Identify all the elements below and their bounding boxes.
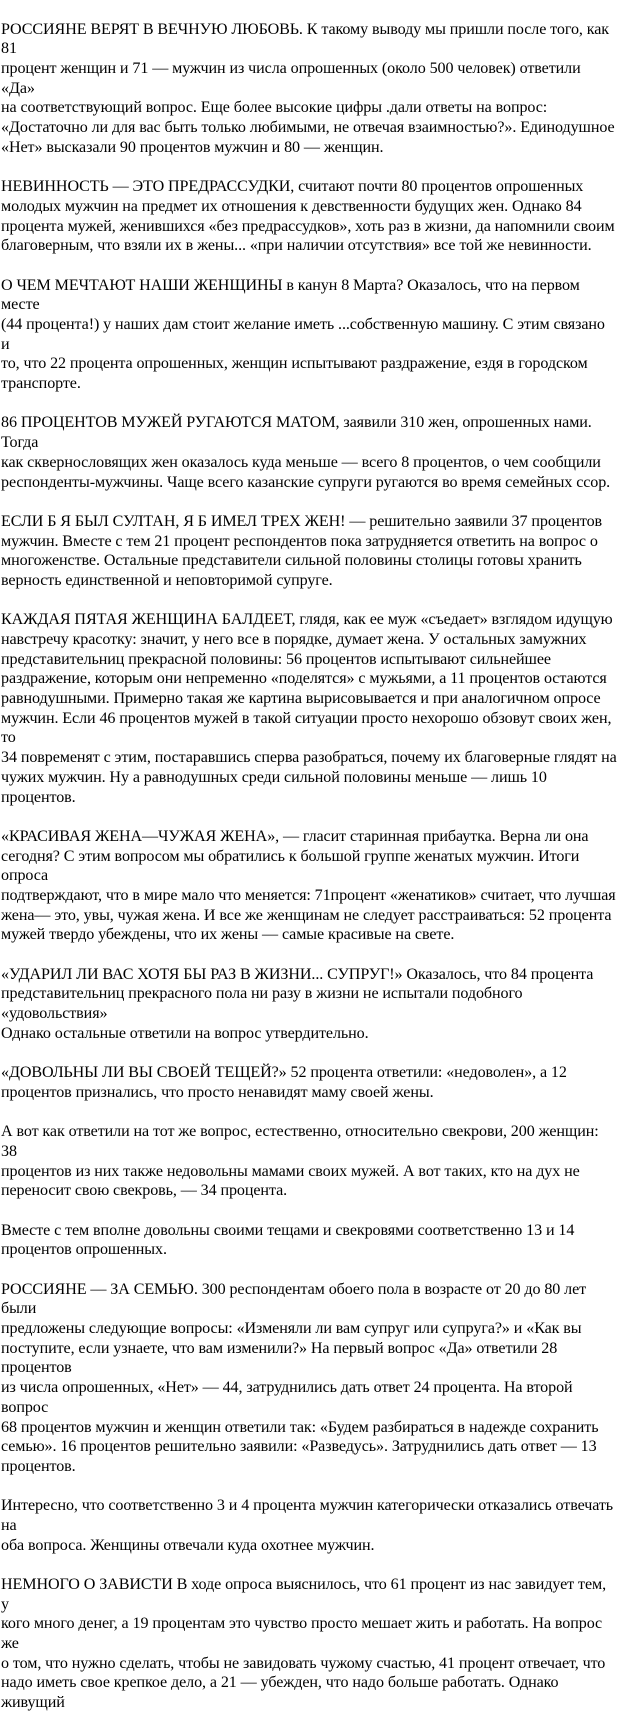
paragraph-svekrov: А вот как ответили на тот же вопрос, естественно, относительно свекрови, 200 женщин: 38 процентов из них также недовольны мамами своих мужей. А вот таких, кто на дух не переносит свою свекровь, — 34 процента.: [1, 1123, 599, 1200]
paragraph-envy: НЕМНОГО О ЗАВИСТИ В ходе опроса выяснилось, что 61 процент из нас завидует тем, у кого много денег, а 19 процентам это чувство просто мешает жить и работать. На вопрос же о том, что нужно сделать, чтобы не завидовать чужому счастью, 41 процент отвечает, что надо иметь свое крепкое дело, а 21 — убежден, что надо больше работать. Однако живущий: [1, 1576, 607, 1712]
paragraph-beautiful-wife: «КРАСИВАЯ ЖЕНА—ЧУЖАЯ ЖЕНА», — гласит старинная прибаутка. Верна ли она сегодня? С этим вопросом мы обратились к большой группе женатых мужчин. Итоги опроса подтверждают, что в мире мало что меняется: 71процент «женатиков» считает, что лучшая жена— это, увы, чужая жена. И все же женщинам не следует расстраиваться: 52 процента мужей твердо убеждены, что их жены — самые красивые на свете.: [1, 827, 616, 944]
paragraph-mother-in-law: «ДОВОЛЬНЫ ЛИ ВЫ СВОЕЙ ТЕЩЕЙ?» 52 процента ответили: «недоволен», а 12 процентов признались, что просто ненавидят маму своей жены.: [1, 1064, 567, 1101]
paragraph-every-fifth-woman: КАЖДАЯ ПЯТАЯ ЖЕНЩИНА БАЛДЕЕТ, глядя, как ее муж «съедает» взглядом идущую навстречу красотку: значит, у него все в порядке, думает жена. У остальных замужних представительниц прекрасной половины: 56 процентов испытывают сильнейшее раздражение, которым они непременно «поделятся» с мужьями, а 11 процентов остаются равнодушными. Примерно такая же картина вырисовывается и при аналогичном опросе мужчин. Если 46 процентов мужей в такой ситуации просто нехорошо обзовут своих жен, то 34 повременят с этим, постаравшись сперва разобраться, почему их благоверные глядят на чужих мужчин. Ну а равнодушных среди сильной половины меньше — лишь 10 процентов.: [1, 611, 617, 806]
paragraph-satisfied-in-laws: Вместе с тем вполне довольны своими тещами и свекровями соответственно 13 и 14 процентов опрошенных.: [1, 1221, 575, 1259]
paragraph-eternal-love: РОССИЯНЕ ВЕРЯТ В ВЕЧНУЮ ЛЮБОВЬ. К такому выводу мы пришли после того, как 81 процент женщин и 71 — мужчин из числа опрошенных (около 500 человек) ответили «Да» на соответствующий вопрос. Еще более высокие цифры .дали ответы на вопрос: «Достаточно ли для вас быть только любимыми, не отвечая взаимностью?». Единодушное «Нет» высказали 90 процентов мужчин и 80 — женщин.: [1, 20, 615, 156]
paragraph-refused-to-answer: Интересно, что соответственно 3 и 4 процента мужчин категорически отказались отвечать на оба вопроса. Женщины отвечали куда охотнее мужчин.: [1, 1497, 614, 1554]
paragraph-womens-dreams: О ЧЕМ МЕЧТАЮТ НАШИ ЖЕНЩИНЫ в канун 8 Марта? Оказалось, что на первом месте (44 процента!) у наших дам стоит желание иметь ...собственную машину. С этим связано и то, что 22 процента опрошенных, женщин испытывают раздражение, ездя в городском транспорте.: [1, 276, 605, 393]
paragraph-for-family: РОССИЯНЕ — ЗА СЕМЬЮ. 300 респондентам обоего пола в возрасте от 20 до 80 лет были предложены следующие вопросы: «Изменяли ли вам супруг или супруга?» и «Как вы поступите, если узнаете, что вам изменили?» На первый вопрос «Да» ответили 28 процентов из числа опрошенных, «Нет» — 44, затруднились дать ответ 24 процента. На второй вопрос 68 процентов мужчин и женщин ответили так: «Будем разбираться в надежде сохранить семью». 16 процентов решительно заявили: «Разведусь». Затруднились дать ответ — 13 процентов.: [1, 1280, 599, 1475]
paragraph-sultan: ЕСЛИ Б Я БЫЛ СУЛТАН, Я Б ИМЕЛ ТРЕХ ЖЕН! — решительно заявили 37 процентов мужчин. Вместе с тем 21 процент респондентов пока затрудняется ответить на вопрос о многоженстве. Остальные представители сильной половины столицы готовы хранить верность единственной и неповторимой супруге.: [1, 512, 603, 589]
paragraph-hit-spouse: «УДАРИЛ ЛИ ВАС ХОТЯ БЫ РАЗ В ЖИЗНИ... СУПРУГ!» Оказалось, что 84 процента представительниц прекрасного пола ни разу в жизни не испытали подобного «удовольствия» Однако остальные ответили на вопрос утвердительно.: [1, 965, 594, 1042]
paragraph-innocence: НЕВИННОСТЬ — ЭТО ПРЕДРАССУДКИ, считают почти 80 процентов опрошенных молодых мужчин на предмет их отношения к девственности будущих жен. Однако 84 процента мужей, женившихся «без предрассудков», хоть раз в жизни, да напомнили своим благоверным, что взяли их в жены... «при наличии отсутствия» все той же невинности.: [1, 178, 615, 255]
paragraph-swearing: 86 ПРОЦЕНТОВ МУЖЕЙ РУГАЮТСЯ МАТОМ, заявили 310 жен, опрошенных нами. Тогда как сквернословящих жен оказалось куда меньше — всего 8 процентов, о чем сообщили респонденты-мужчины. Чаще всего казанские супруги ругаются во время семейных ссор.: [1, 414, 611, 491]
